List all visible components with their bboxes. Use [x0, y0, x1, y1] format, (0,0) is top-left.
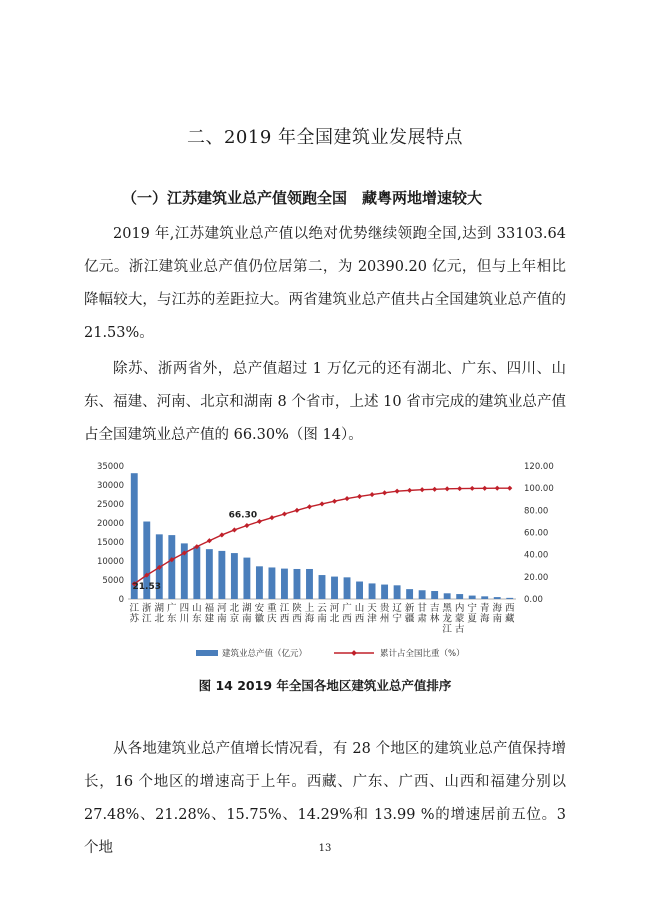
x-tick-label: 内蒙古	[454, 603, 465, 635]
regional-output-chart	[84, 456, 564, 666]
line-point	[445, 486, 450, 491]
y-left-tick-label: 10000	[96, 557, 124, 567]
bar	[456, 594, 463, 599]
y-right-tick-label: 120.00	[524, 462, 554, 472]
bar	[494, 597, 501, 599]
page-title: 二、2019 年全国建筑业发展特点	[186, 127, 464, 148]
bar	[469, 596, 476, 599]
bar	[131, 473, 138, 599]
y-left-tick-label: 5000	[102, 576, 124, 586]
x-tick-label: 河北	[329, 603, 340, 625]
legend-label: 累计占全国比重（%）	[380, 649, 465, 659]
line-point	[457, 486, 462, 491]
line-point	[357, 494, 362, 499]
bar	[331, 577, 338, 599]
line-point	[482, 486, 487, 491]
bar	[481, 596, 488, 599]
x-tick-label: 浙江	[142, 603, 152, 625]
x-tick-label: 云南	[317, 603, 327, 625]
x-tick-label: 安徽	[254, 603, 265, 625]
line-point	[269, 515, 274, 520]
bar	[306, 569, 313, 599]
paragraph-1: 2019 年,江苏建筑业总产值以绝对优势继续领跑全国,达到 33103.64 亿元。浙江建筑业总产值仍位居第二，为 20390.20 亿元，但与上年相比降幅较大，与江苏的差距拉大。两省建筑业总产值共占全国建筑业总产值的 21.53%。	[84, 226, 566, 341]
bar	[231, 553, 238, 599]
line-point	[382, 490, 387, 495]
bar	[243, 558, 250, 599]
line-point	[395, 489, 400, 494]
bar	[356, 582, 363, 599]
x-tick-label: 青海	[479, 603, 490, 625]
x-tick-label: 北京	[229, 603, 240, 625]
bar	[444, 593, 451, 599]
bar	[268, 567, 275, 599]
y-left-tick-label: 15000	[96, 538, 124, 548]
line-point	[244, 523, 249, 528]
x-tick-label: 甘肃	[417, 603, 427, 625]
y-right-tick-label: 100.00	[524, 484, 554, 495]
x-tick-label: 贵州	[379, 603, 390, 625]
bar	[281, 569, 288, 599]
x-tick-label: 黑龙江	[442, 603, 452, 635]
x-tick-label: 广西	[342, 603, 352, 625]
x-tick-label: 吉林	[429, 603, 440, 625]
line-point	[470, 486, 475, 491]
x-tick-label: 湖南	[242, 603, 252, 625]
line-point	[332, 499, 337, 504]
y-right-tick-label: 0.00	[524, 595, 543, 605]
bar	[406, 589, 413, 599]
bar	[319, 575, 326, 599]
page-number: 13	[318, 843, 332, 854]
line-point	[294, 508, 299, 513]
x-tick-label: 海南	[492, 603, 502, 625]
line-point	[344, 496, 349, 501]
y-right-tick-label: 20.00	[524, 572, 549, 583]
bar	[344, 577, 351, 599]
line-point	[507, 486, 512, 491]
chart-container	[84, 456, 564, 666]
legend-label: 建筑业总产值（亿元）	[222, 649, 308, 659]
y-left-tick-label: 30000	[96, 481, 124, 491]
x-tick-label: 河南	[217, 603, 227, 625]
line-point	[420, 487, 425, 492]
x-tick-label: 宁夏	[467, 603, 477, 625]
bar	[193, 546, 200, 599]
bar	[168, 535, 175, 599]
y-right-tick-label: 80.00	[524, 506, 549, 517]
x-tick-label: 四川	[179, 603, 190, 625]
x-tick-label: 西藏	[504, 603, 515, 625]
y-left-tick-label: 0	[118, 595, 124, 605]
line-point	[319, 501, 324, 506]
y-left-tick-label: 25000	[96, 500, 124, 510]
x-tick-label: 江西	[279, 603, 290, 625]
x-tick-label: 重庆	[267, 603, 277, 625]
x-tick-label: 辽宁	[392, 603, 402, 625]
bar	[256, 566, 263, 599]
paragraph-3: 从各地建筑业总产值增长情况看，有 28 个地区的建筑业总产值保持增长，16 个地区的增速高于上年。西藏、广东、广西、山西和福建分别以 27.48%、21.28%、15.75%、14.29%和 13.99 %的增速居前五位。3 个地	[84, 741, 566, 856]
section-heading: （一）江苏建筑业总产值领跑全国 藏粤两地增速较大	[122, 189, 483, 207]
bar	[206, 549, 213, 599]
x-tick-label: 江苏	[129, 603, 140, 625]
bar	[419, 590, 426, 599]
bar	[381, 585, 388, 599]
bar	[394, 585, 401, 599]
line-point	[307, 504, 312, 509]
y-left-tick-label: 20000	[96, 519, 124, 529]
line-point	[257, 519, 262, 524]
line-point	[282, 511, 287, 516]
data-label: 21.53	[132, 582, 162, 593]
bar	[218, 551, 225, 599]
line-point	[219, 532, 224, 537]
line-point	[232, 527, 237, 532]
line-point	[407, 488, 412, 493]
legend-swatch-bar	[196, 650, 218, 656]
x-tick-label: 天津	[367, 603, 377, 625]
x-tick-label: 新疆	[404, 603, 415, 625]
figure-caption: 图 14 2019 年全国各地区建筑业总产值排序	[198, 678, 452, 693]
line-point	[207, 538, 212, 543]
x-tick-label: 湖北	[154, 603, 165, 625]
bar	[294, 569, 301, 599]
y-right-tick-label: 40.00	[524, 550, 549, 561]
x-tick-label: 广东	[167, 603, 177, 625]
line-point	[370, 492, 375, 497]
y-right-tick-label: 60.00	[524, 528, 549, 539]
data-label: 66.30	[228, 510, 258, 521]
x-tick-label: 山西	[354, 603, 365, 625]
legend-swatch-marker	[351, 650, 357, 656]
x-tick-label: 福建	[204, 603, 215, 625]
bar	[431, 591, 438, 599]
bar	[369, 583, 376, 599]
x-tick-label: 陕西	[292, 603, 302, 625]
line-point	[432, 487, 437, 492]
y-left-tick-label: 35000	[96, 462, 124, 472]
x-tick-label: 上海	[304, 603, 315, 625]
paragraph-2: 除苏、浙两省外，总产值超过 1 万亿元的还有湖北、广东、四川、山东、福建、河南、北京和湖南 8 个省市，上述 10 省市完成的建筑业总产值占全国建筑业总产值的 66.30%（图 14）。	[84, 361, 566, 443]
x-tick-label: 山东	[192, 603, 202, 625]
line-point	[495, 486, 500, 491]
bar	[506, 598, 513, 599]
